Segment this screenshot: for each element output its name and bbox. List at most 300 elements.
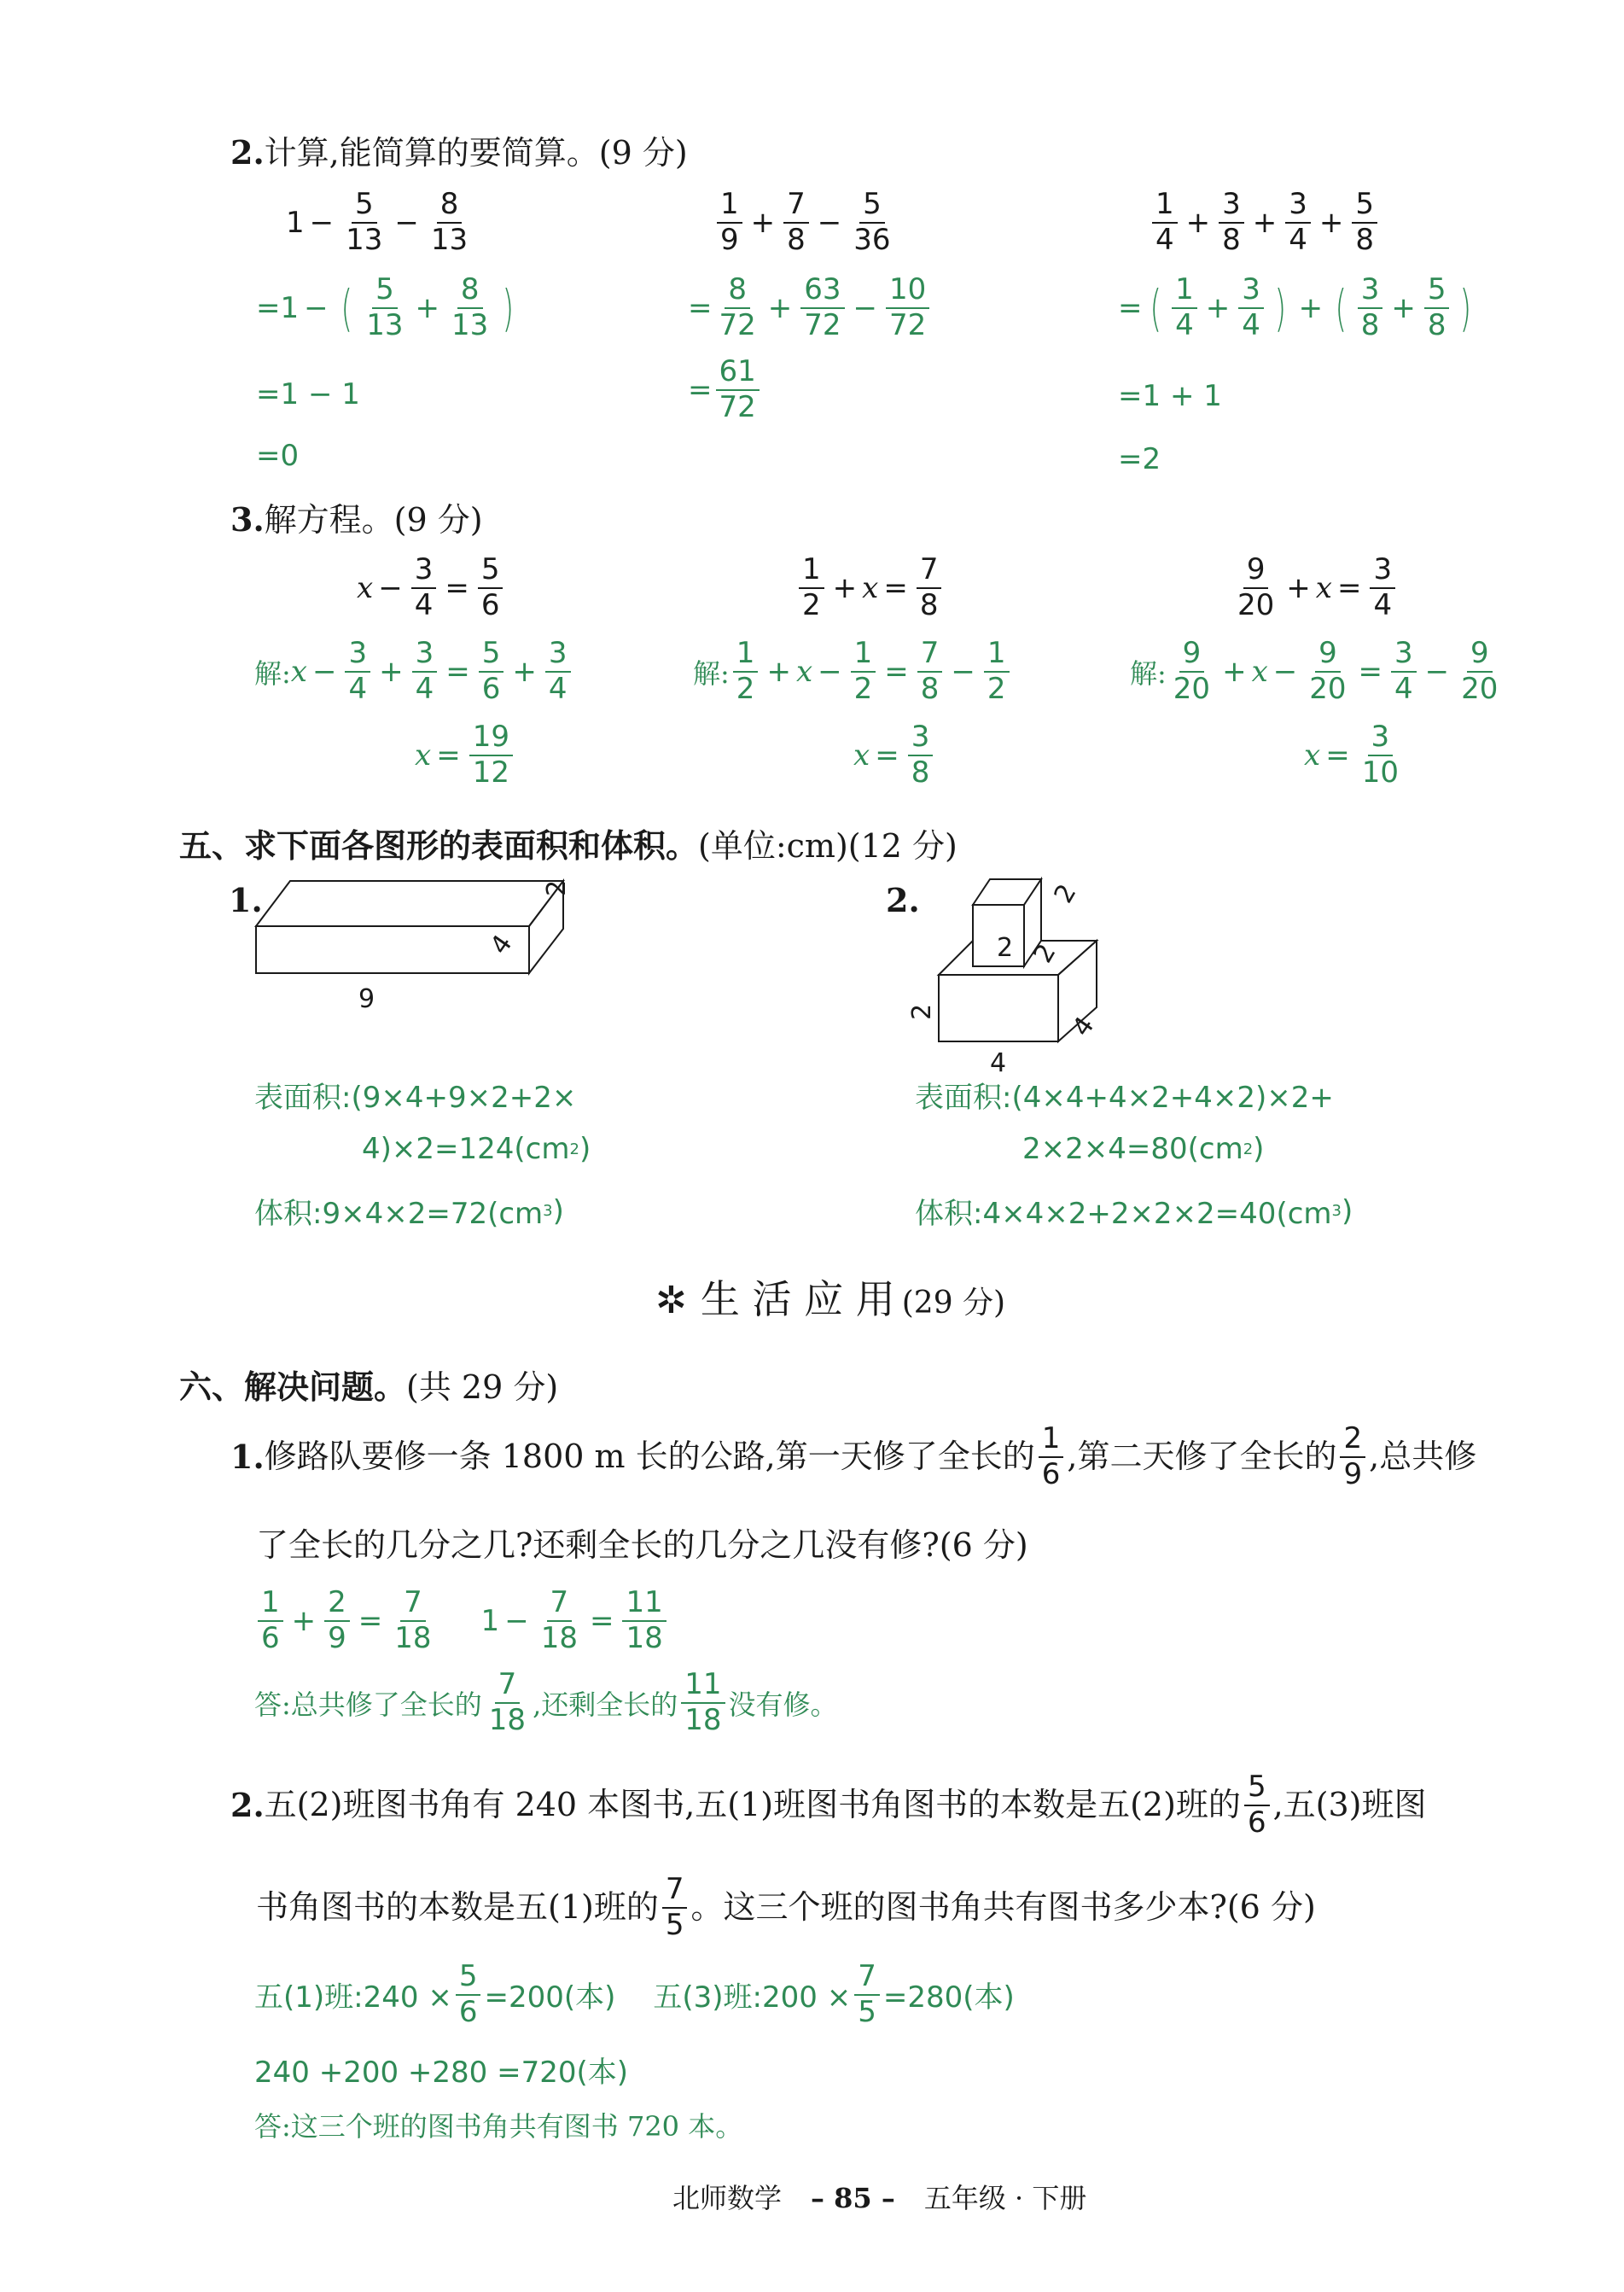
frac-den: 2 [987,671,1006,706]
frac-num: 3 [411,555,437,589]
frac [469,722,513,788]
frac [1234,552,1278,622]
frac [716,354,760,424]
equation3-solution [1130,636,1505,706]
one: 1 [280,290,300,325]
left-paren: ( [1335,278,1348,337]
frac-den: 6 [1041,1456,1061,1491]
cuboid-front-face [256,926,529,973]
eq-sign: = [688,290,713,325]
frac [345,636,370,706]
var-x: x [1251,654,1268,689]
eq-sign: = [445,654,470,689]
frac-num: 19 [469,722,513,756]
frac [1219,187,1244,257]
frac-den: 72 [719,389,756,424]
minus: − [311,654,337,689]
frac [1458,636,1501,706]
left-paren: ( [341,278,352,337]
section5-title [179,819,958,866]
left-paren: ( [1150,278,1161,337]
jie-label: 解: [1130,656,1167,690]
frac-den: 4 [1175,307,1194,342]
frac-den: 5 [858,1994,876,2029]
q2-sum [254,2049,628,2091]
answer-text: 体积:4×4×2+2×2×2=40(cm [915,1197,1332,1231]
plus: + [1318,205,1344,240]
frac-den: 8 [787,222,806,257]
frac-num: 63 [800,275,844,309]
frac-num: 3 [908,722,934,756]
fig2-top-front-label: 2 [997,933,1014,963]
answer-text: 体积:9×4×2=72(cm [254,1197,544,1231]
frac-den: 4 [414,587,434,622]
close-paren: ) [552,1193,564,1228]
frac-den: 4 [1242,307,1260,342]
frac [478,552,503,622]
eq-sign: = [1325,738,1350,773]
life-score: (29 分) [901,1286,1006,1321]
section6-title-suffix: (共 29 分) [406,1368,559,1406]
right-paren: ) [502,278,515,337]
calc-text: 五(1)班:240 × [254,1980,452,2015]
frac-num: 9 [1315,639,1341,673]
frac [538,1585,581,1655]
minus: − [1424,654,1450,689]
fig1-height-label: 2 [542,879,572,896]
fig2-bottom-width-label: 4 [1066,1011,1101,1042]
frac-num: 7 [854,1962,880,1996]
frac [456,1959,481,2029]
frac-den: 13 [366,307,404,342]
calc2-step1 [688,272,933,342]
var-x: x [290,654,307,689]
fig1-label: 1. [229,881,263,919]
frac-num: 1 [1039,1424,1064,1458]
q1-reply [254,1667,838,1737]
fig2-surface-line1 [915,1074,1334,1116]
fig2-volume [915,1190,1353,1232]
frac [448,272,492,342]
frac-num: 7 [783,190,809,224]
frac [800,272,844,342]
calc1-minus2: − [394,205,419,240]
var-x: x [862,570,879,605]
frac-num: 3 [545,639,571,673]
fig1-width-label: 4 [484,929,519,960]
q2-line1 [230,1772,1427,1838]
frac-num: 7 [495,1670,521,1704]
life-title: 生 活 应 用 [700,1276,895,1322]
plus: + [767,290,793,325]
eq-sign: = [875,738,899,773]
plus: + [1391,290,1416,325]
q2-text-b: ,五(3)班图 [1272,1785,1427,1823]
frac [733,636,759,706]
equation3-result [1304,722,1406,788]
frac [1170,636,1214,706]
frac-num: 3 [1391,639,1417,673]
frac-den: 20 [1309,671,1347,706]
frac [717,187,742,257]
frac-num: 1 [717,190,742,224]
frac [850,187,893,257]
q1-calculation [254,1585,670,1655]
frac-den: 20 [1173,671,1211,706]
frac-den: 2 [802,587,821,622]
equation1 [357,552,506,622]
frac-den: 18 [684,1702,722,1737]
var-x: x [357,570,374,605]
frac-den: 6 [481,671,501,706]
frac-den: 6 [1247,1805,1266,1840]
frac [412,636,438,706]
section2-title-text: 计算,能简算的要简算。(9 分) [264,134,688,172]
frac-den: 18 [626,1620,663,1655]
frac-den: 2 [736,671,755,706]
calc1-one: 1 [286,205,305,240]
frac-num: 5 [1244,1772,1270,1806]
frac-num: 5 [1352,190,1377,224]
frac-den: 8 [1360,307,1380,342]
eq-sign: = [445,570,469,605]
minus: − [951,654,975,689]
q2-text-a: 五(2)班图书角有 240 本图书,五(1)班图书角图书的本数是五(2)班的 [264,1785,1241,1823]
right-paren: ) [1274,278,1287,337]
section3-num: 3. [230,500,265,539]
frac-num: 7 [917,555,942,589]
plus: + [1298,290,1324,325]
equation2-solution [693,636,1013,706]
calc-text: =280(本) [882,1980,1015,2015]
frac-den: 6 [261,1620,280,1655]
frac-num: 11 [622,1588,666,1622]
equation1-solution [254,636,574,706]
eq-sign: = [884,654,909,689]
calc-text: 240 +200 +280 =720(本) [254,2056,628,2090]
frac-den: 8 [911,755,930,790]
calc1-step1 [256,272,521,342]
frac [917,552,942,622]
frac-num: 8 [725,275,750,309]
section3-title [230,493,483,540]
frac [716,272,760,342]
frac-den: 8 [1355,222,1375,257]
frac [324,1585,350,1655]
section2-num: 2. [230,133,265,172]
frac-num: 2 [324,1588,350,1622]
frac-den: 6 [480,587,500,622]
frac-num: 9 [1179,639,1205,673]
eq-sign: = [256,290,281,325]
footer-grade: 五年级 · 下册 [923,2182,1087,2214]
frac-den: 9 [328,1620,346,1655]
section6-title-text: 六、解决问题。 [179,1368,407,1406]
cuboid-top-face [256,881,563,926]
frac-den: 4 [1289,222,1307,257]
bottom-front-face [939,975,1058,1041]
calc1-minus: − [309,205,335,240]
frac [391,1585,434,1655]
frac-num: 5 [479,639,504,673]
frac [622,1585,666,1655]
frac-num: 7 [917,639,943,673]
frac-den: 4 [1394,671,1413,706]
life-application-header [655,1268,1005,1325]
frac-num: 5 [859,190,885,224]
frac-num: 3 [1368,722,1394,756]
frac-num: 3 [1219,190,1244,224]
flower-icon: ✲ [655,1279,687,1322]
frac-num: 1 [799,555,824,589]
fig2-bottom-length-label: 4 [990,1048,1007,1076]
q2-line2 [256,1872,1316,1942]
frac [908,722,934,788]
frac [1306,636,1349,706]
frac [1391,636,1417,706]
frac [1340,1421,1365,1491]
frac-den: 8 [919,587,939,622]
minus: − [1272,654,1298,689]
plus: + [512,654,537,689]
frac-den: 6 [458,1994,478,2029]
fig1-surface-line2 [362,1132,591,1166]
plus: + [1185,205,1211,240]
plus: + [415,290,440,325]
var-x: x [853,738,870,773]
frac [886,272,929,342]
frac-den: 5 [665,1907,684,1942]
q2-line2-b: 。这三个班的图书角共有图书多少本?(6 分) [690,1887,1316,1926]
frac-den: 20 [1237,587,1275,622]
frac-den: 72 [889,307,927,342]
page-footer [672,2177,1086,2216]
frac [1359,722,1402,788]
equation3 [1231,552,1399,622]
eq-sign: = [1358,654,1383,689]
plus: + [1222,654,1247,689]
frac [545,636,571,706]
eq-sign: = [1118,442,1143,476]
q2-line2-a: 书角图书的本数是五(1)班的 [256,1887,659,1926]
frac-den: 4 [348,671,368,706]
frac-num: 10 [886,275,929,309]
right-paren: ) [1460,278,1472,337]
reply-text: 答:总共修了全长的 [254,1688,482,1721]
eq-sign: = [1336,570,1362,605]
frac [411,552,437,622]
reply-text: 没有修。 [728,1688,838,1721]
frac-num: 3 [1370,555,1395,589]
frac-num: 3 [1238,275,1264,309]
eq-sign: = [1118,379,1143,413]
q1-line1 [230,1421,1477,1491]
plus: + [1252,205,1278,240]
equation1-result [415,722,516,788]
eq-sign: = [436,738,461,773]
calc2-expression [713,187,898,257]
cuboid-figure-1 [247,871,572,1016]
section5-title-suffix: (单位:cm)(12 分) [698,827,958,865]
var-x: x [1304,738,1321,773]
frac-den: 4 [415,671,434,706]
frac-den: 8 [1222,222,1241,257]
frac-den: 36 [853,222,891,257]
calc1-step2 [256,377,360,411]
q1-text-c: ,总共修 [1369,1437,1477,1475]
calc1-step3 [256,439,299,473]
reply-text: 答:这三个班的图书角共有图书 720 本。 [254,2110,743,2143]
eq-sign: = [688,372,713,407]
page-number: – 85 – [811,2182,895,2214]
frac-num: 5 [372,275,398,309]
jie-label: 解: [693,656,730,690]
plus: + [766,654,791,689]
reply-text: ,还剩全长的 [533,1688,678,1721]
q1-text-a: 修路队要修一条 1800 m 长的公路,第一天修了全长的 [264,1437,1035,1475]
close-paren: ) [1341,1193,1353,1228]
frac-num: 8 [437,190,463,224]
frac-num: 3 [1285,190,1311,224]
equation2 [795,552,945,622]
fig2-top-label: 2 [1027,938,1062,968]
frac-num: 7 [662,1875,688,1909]
plus: + [750,205,776,240]
frac [662,1872,688,1942]
calc1-frac-a [342,187,386,257]
step-text: 1 + 1 [1142,379,1222,413]
frac [1424,272,1450,342]
equation2-result [853,722,936,788]
frac [258,1585,283,1655]
section6-title [179,1361,558,1408]
calc2-step2 [688,354,763,424]
frac [1172,272,1197,342]
answer-text: 2×2×4=80(cm [1022,1132,1243,1166]
frac-num: 61 [716,357,760,391]
frac [1285,187,1311,257]
stacked-cube-figure-2 [905,871,1161,1076]
frac [363,272,406,342]
calc3-step1 [1118,272,1479,342]
close-paren: ) [579,1132,591,1166]
frac [1039,1421,1064,1491]
frac [1370,552,1395,622]
frac [984,636,1010,706]
frac [854,1959,880,2029]
step-text: 1 − 1 [280,377,360,411]
frac-num: 9 [1243,555,1269,589]
superscript: 3 [543,1202,553,1220]
eq-sign: = [358,1603,383,1638]
q2-reply [254,2105,742,2144]
minus: − [378,570,403,605]
plus: + [379,654,404,689]
final-value: 0 [280,439,300,473]
frac-den: 8 [920,671,940,706]
superscript: 3 [1331,1202,1342,1220]
frac-num: 7 [400,1588,426,1622]
frac [799,552,824,622]
frac-den: 10 [1361,755,1399,790]
minus: − [853,290,878,325]
one: 1 [480,1603,500,1638]
frac-num: 5 [456,1962,481,1996]
answer-text: 表面积:(4×4+4×2+4×2)×2+ [915,1081,1334,1115]
frac-num: 3 [1358,275,1383,309]
plus: + [1205,290,1231,325]
frac-den: 72 [804,307,841,342]
frac-den: 2 [853,671,873,706]
frac-num: 8 [457,275,483,309]
frac-num: 1 [733,639,759,673]
frac-den: 18 [488,1702,527,1737]
frac-den: 13 [346,222,383,257]
q1-text-b: ,第二天修了全长的 [1067,1437,1337,1475]
frac-num: 5 [1424,275,1450,309]
plus: + [1286,570,1311,605]
superscript: 2 [1243,1140,1254,1158]
superscript: 2 [569,1140,579,1158]
frac-num: 3 [412,639,438,673]
var-x: x [795,654,813,689]
frac [1238,272,1264,342]
section5-title-text: 五、求下面各图形的表面积和体积。 [179,826,699,865]
final-value: 2 [1142,442,1161,476]
frac-num: 5 [478,555,503,589]
frac-den: 18 [540,1620,578,1655]
section2-title [230,126,688,173]
frac-num: 3 [345,639,370,673]
frac-num: 9 [1467,639,1493,673]
answer-text: 表面积:(9×4+9×2+2× [254,1081,577,1115]
close-paren: ) [1253,1132,1265,1166]
fig1-length-label: 9 [358,984,375,1014]
var-x: x [1315,570,1332,605]
q2-num: 2. [230,1785,265,1824]
frac [917,636,943,706]
fig1-volume [254,1190,564,1232]
fig2-surface-line2 [1022,1132,1264,1166]
eq-sign: = [256,439,281,473]
calc3-expression [1149,187,1381,257]
frac-den: 4 [548,671,568,706]
var-x: x [415,738,432,773]
minus: − [818,654,842,689]
frac-den: 8 [1427,307,1446,342]
frac [486,1667,529,1737]
calc-text: 五(3)班:200 × [653,1980,852,2015]
frac [851,636,876,706]
frac [1358,272,1383,342]
fig2-bottom-height-label: 2 [907,1003,937,1020]
frac-den: 9 [1343,1456,1363,1491]
frac-num: 7 [547,1588,573,1622]
frac-den: 12 [472,755,509,790]
eq-sign: = [256,377,281,411]
frac-num: 1 [1172,275,1197,309]
frac-num: 1 [258,1588,283,1622]
frac [681,1667,725,1737]
minus: − [304,290,329,325]
frac-num: 1 [1152,190,1178,224]
frac-num: 11 [681,1670,725,1704]
section3-title-text: 解方程。(9 分) [264,501,483,539]
answer-text: 4)×2=124(cm [362,1132,570,1166]
frac-den: 13 [451,307,489,342]
frac [783,187,809,257]
calc3-step2 [1118,379,1222,413]
